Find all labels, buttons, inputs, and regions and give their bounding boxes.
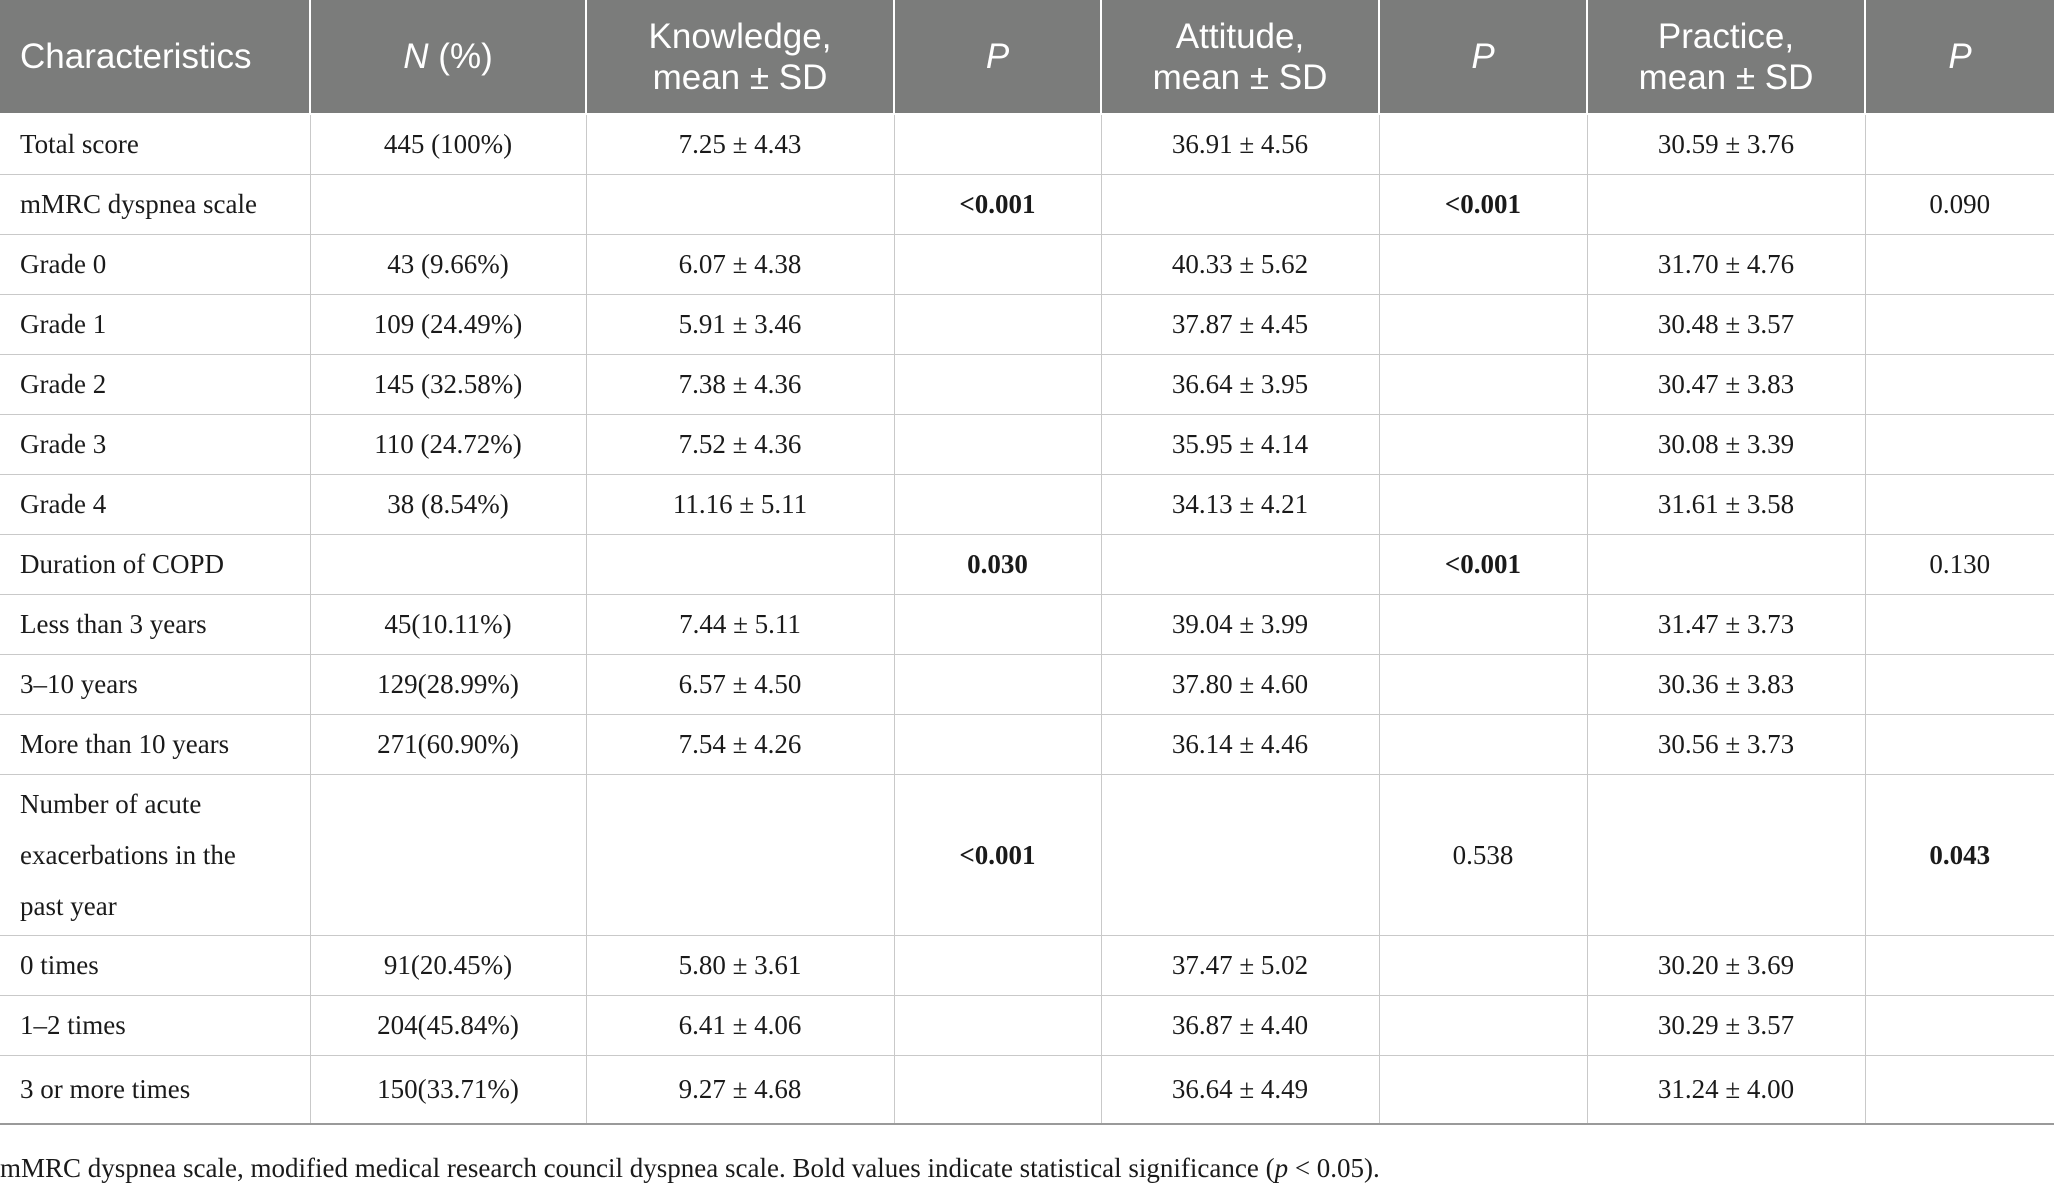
p-practice-cell (1865, 1056, 2054, 1125)
table-row (0, 114, 2054, 175)
p-attitude-cell (1379, 655, 1587, 715)
p-practice-cell (1865, 595, 2054, 655)
practice-cell: 30.08 ± 3.39 (1587, 415, 1865, 475)
p-attitude-cell (1379, 355, 1587, 415)
p-attitude-cell (1379, 996, 1587, 1056)
attitude-cell: 37.80 ± 4.60 (1101, 655, 1379, 715)
attitude-cell: 34.13 ± 4.21 (1101, 475, 1379, 535)
header-n-percent: N (%) (310, 0, 586, 114)
row-label: Grade 2 (0, 355, 310, 415)
attitude-cell: 36.14 ± 4.46 (1101, 715, 1379, 775)
p-attitude-cell (1379, 475, 1587, 535)
p-knowledge-cell (894, 355, 1101, 415)
practice-cell (1587, 175, 1865, 235)
p-attitude-cell (1379, 235, 1587, 295)
table-row (0, 655, 2054, 715)
knowledge-cell: 5.91 ± 3.46 (586, 295, 894, 355)
table-row (0, 996, 2054, 1056)
p-attitude-cell (1379, 415, 1587, 475)
table-row (0, 936, 2054, 996)
practice-cell: 30.20 ± 3.69 (1587, 936, 1865, 996)
row-label: Grade 3 (0, 415, 310, 475)
n-percent-cell: 271(60.90%) (310, 715, 586, 775)
p-knowledge-cell: 0.030 (894, 535, 1101, 595)
n-percent-cell: 150(33.71%) (310, 1056, 586, 1125)
p-practice-cell (1865, 415, 2054, 475)
n-percent-cell (310, 775, 586, 936)
attitude-cell: 36.87 ± 4.40 (1101, 996, 1379, 1056)
row-label: Duration of COPD (0, 535, 310, 595)
knowledge-cell: 7.38 ± 4.36 (586, 355, 894, 415)
table-row (0, 475, 2054, 535)
p-practice-cell (1865, 655, 2054, 715)
p-attitude-cell: 0.538 (1379, 775, 1587, 936)
n-percent-cell: 145 (32.58%) (310, 355, 586, 415)
p-attitude-cell: <0.001 (1379, 175, 1587, 235)
p-practice-cell: 0.043 (1865, 775, 2054, 936)
knowledge-cell: 6.57 ± 4.50 (586, 655, 894, 715)
n-percent-cell: 38 (8.54%) (310, 475, 586, 535)
knowledge-cell: 5.80 ± 3.61 (586, 936, 894, 996)
knowledge-cell (586, 775, 894, 936)
practice-cell: 30.36 ± 3.83 (1587, 655, 1865, 715)
n-percent-cell (310, 175, 586, 235)
knowledge-cell: 9.27 ± 4.68 (586, 1056, 894, 1125)
table-row (0, 415, 2054, 475)
header-p-attitude: P (1379, 0, 1587, 114)
practice-cell: 30.56 ± 3.73 (1587, 715, 1865, 775)
p-attitude-cell: <0.001 (1379, 535, 1587, 595)
knowledge-cell (586, 175, 894, 235)
header-practice: Practice, mean ± SD (1587, 0, 1865, 114)
practice-cell: 31.24 ± 4.00 (1587, 1056, 1865, 1125)
p-knowledge-cell (894, 475, 1101, 535)
p-knowledge-cell (894, 114, 1101, 175)
p-knowledge-cell: <0.001 (894, 175, 1101, 235)
row-label: Number of acute exacerbations in the past year (0, 775, 310, 936)
row-label: 0 times (0, 936, 310, 996)
practice-cell: 30.48 ± 3.57 (1587, 295, 1865, 355)
header-attitude: Attitude, mean ± SD (1101, 0, 1379, 114)
knowledge-cell: 7.25 ± 4.43 (586, 114, 894, 175)
n-percent-cell: 45(10.11%) (310, 595, 586, 655)
knowledge-cell: 7.52 ± 4.36 (586, 415, 894, 475)
header-characteristics: Characteristics (0, 0, 310, 114)
p-practice-cell: 0.090 (1865, 175, 2054, 235)
knowledge-cell: 7.54 ± 4.26 (586, 715, 894, 775)
n-percent-cell: 110 (24.72%) (310, 415, 586, 475)
row-label: More than 10 years (0, 715, 310, 775)
table-row (0, 775, 2054, 936)
attitude-cell: 39.04 ± 3.99 (1101, 595, 1379, 655)
table-row (0, 1056, 2054, 1125)
attitude-cell: 36.64 ± 3.95 (1101, 355, 1379, 415)
p-practice-cell (1865, 114, 2054, 175)
table-row (0, 535, 2054, 595)
attitude-cell: 37.47 ± 5.02 (1101, 936, 1379, 996)
p-knowledge-cell (894, 295, 1101, 355)
practice-cell: 31.47 ± 3.73 (1587, 595, 1865, 655)
p-practice-cell (1865, 235, 2054, 295)
knowledge-cell (586, 535, 894, 595)
attitude-cell: 36.91 ± 4.56 (1101, 114, 1379, 175)
attitude-cell: 40.33 ± 5.62 (1101, 235, 1379, 295)
table-row (0, 355, 2054, 415)
table-header-row (0, 0, 2054, 114)
attitude-cell: 37.87 ± 4.45 (1101, 295, 1379, 355)
header-p-practice: P (1865, 0, 2054, 114)
row-label: mMRC dyspnea scale (0, 175, 310, 235)
p-practice-cell (1865, 475, 2054, 535)
attitude-cell (1101, 175, 1379, 235)
p-knowledge-cell (894, 655, 1101, 715)
row-label: Grade 4 (0, 475, 310, 535)
row-label: 1–2 times (0, 996, 310, 1056)
p-attitude-cell (1379, 936, 1587, 996)
header-p-knowledge: P (894, 0, 1101, 114)
p-knowledge-cell (894, 1056, 1101, 1125)
knowledge-cell: 11.16 ± 5.11 (586, 475, 894, 535)
attitude-cell: 36.64 ± 4.49 (1101, 1056, 1379, 1125)
attitude-cell: 35.95 ± 4.14 (1101, 415, 1379, 475)
table-row (0, 715, 2054, 775)
knowledge-cell: 6.41 ± 4.06 (586, 996, 894, 1056)
header-knowledge: Knowledge, mean ± SD (586, 0, 894, 114)
table-row (0, 595, 2054, 655)
p-knowledge-cell (894, 996, 1101, 1056)
n-percent-cell: 109 (24.49%) (310, 295, 586, 355)
p-practice-cell: 0.130 (1865, 535, 2054, 595)
n-percent-cell (310, 535, 586, 595)
practice-cell (1587, 775, 1865, 936)
p-practice-cell (1865, 996, 2054, 1056)
p-knowledge-cell (894, 415, 1101, 475)
practice-cell: 31.61 ± 3.58 (1587, 475, 1865, 535)
p-knowledge-cell (894, 235, 1101, 295)
p-practice-cell (1865, 715, 2054, 775)
n-percent-cell: 129(28.99%) (310, 655, 586, 715)
practice-cell (1587, 535, 1865, 595)
n-percent-cell: 204(45.84%) (310, 996, 586, 1056)
knowledge-cell: 6.07 ± 4.38 (586, 235, 894, 295)
row-label: Total score (0, 114, 310, 175)
p-knowledge-cell (894, 715, 1101, 775)
p-knowledge-cell: <0.001 (894, 775, 1101, 936)
row-label: Less than 3 years (0, 595, 310, 655)
p-attitude-cell (1379, 595, 1587, 655)
p-knowledge-cell (894, 595, 1101, 655)
table-row (0, 295, 2054, 355)
p-practice-cell (1865, 355, 2054, 415)
row-label: 3–10 years (0, 655, 310, 715)
p-attitude-cell (1379, 1056, 1587, 1125)
p-attitude-cell (1379, 114, 1587, 175)
practice-cell: 30.29 ± 3.57 (1587, 996, 1865, 1056)
table-row (0, 175, 2054, 235)
attitude-cell (1101, 535, 1379, 595)
p-attitude-cell (1379, 295, 1587, 355)
p-practice-cell (1865, 936, 2054, 996)
row-label: Grade 1 (0, 295, 310, 355)
p-practice-cell (1865, 295, 2054, 355)
table-row (0, 235, 2054, 295)
practice-cell: 30.47 ± 3.83 (1587, 355, 1865, 415)
p-attitude-cell (1379, 715, 1587, 775)
n-percent-cell: 445 (100%) (310, 114, 586, 175)
practice-cell: 31.70 ± 4.76 (1587, 235, 1865, 295)
knowledge-cell: 7.44 ± 5.11 (586, 595, 894, 655)
row-label: Grade 0 (0, 235, 310, 295)
attitude-cell (1101, 775, 1379, 936)
table-footnote: mMRC dyspnea scale, modified medical research council dyspnea scale. Bold values indicate statistical significance (p < 0.05). (0, 1153, 1380, 1183)
practice-cell: 30.59 ± 3.76 (1587, 114, 1865, 175)
n-percent-cell: 91(20.45%) (310, 936, 586, 996)
p-knowledge-cell (894, 936, 1101, 996)
n-percent-cell: 43 (9.66%) (310, 235, 586, 295)
row-label: 3 or more times (0, 1056, 310, 1125)
